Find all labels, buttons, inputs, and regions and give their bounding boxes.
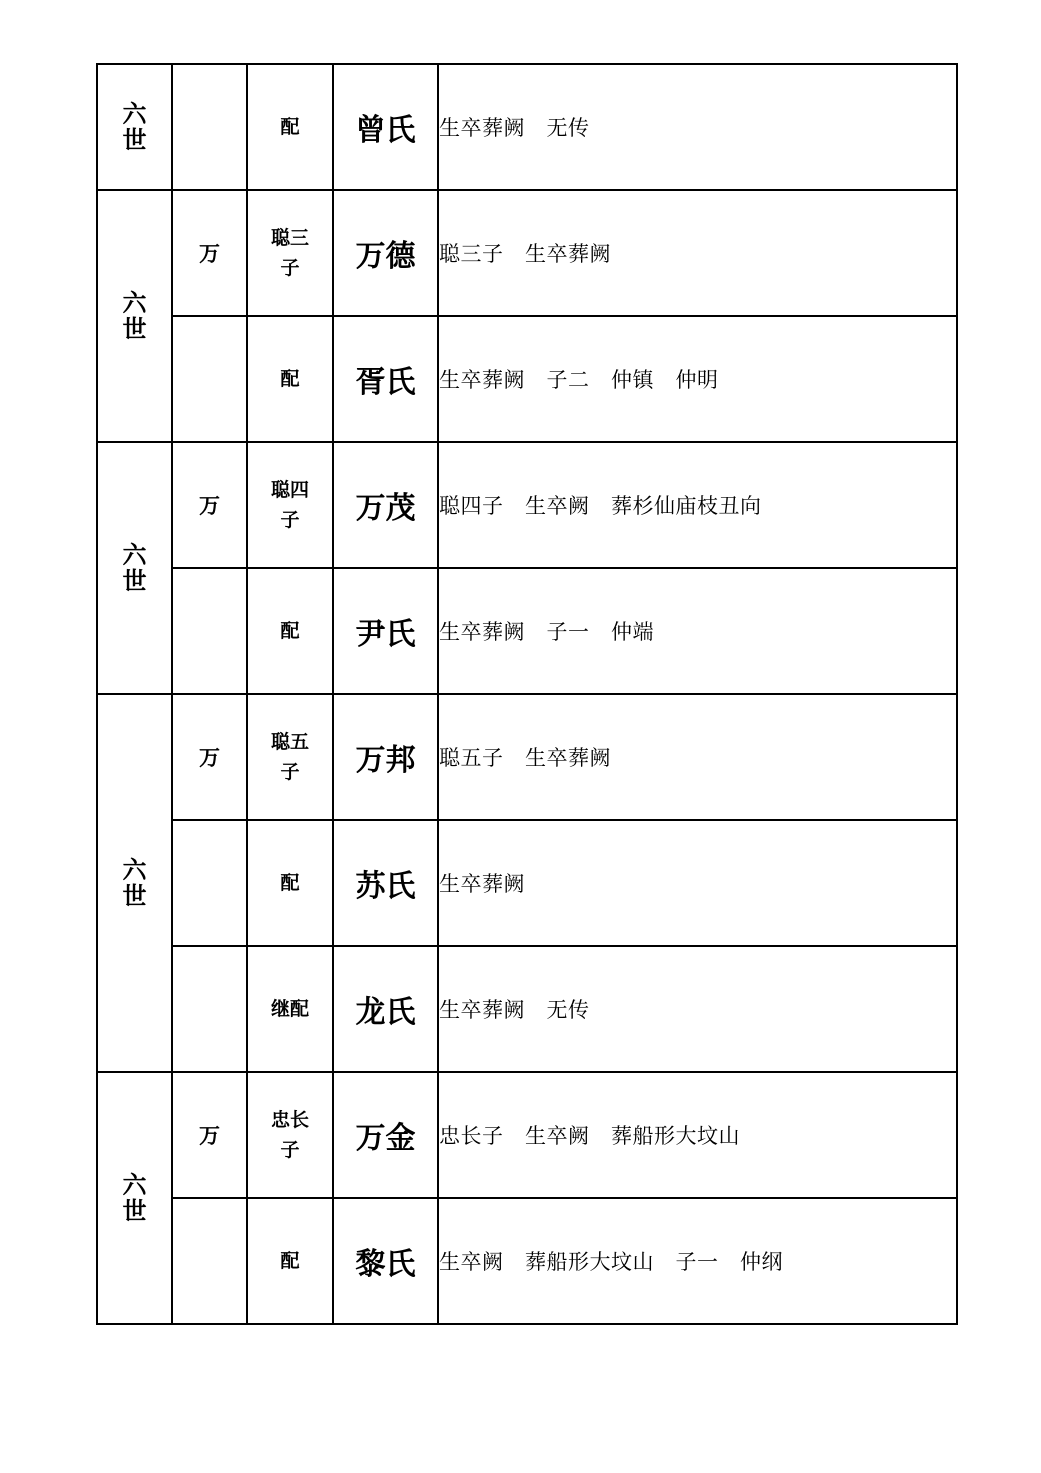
generation-name-cell [172, 946, 247, 1072]
generation-name-cell [172, 64, 247, 190]
table-row [97, 1198, 957, 1324]
generation-name-cell [172, 820, 247, 946]
table-row [97, 694, 957, 820]
notes-cell: 聪五子 生卒葬阙 [438, 694, 957, 820]
relation-cell [247, 820, 333, 946]
relation-cell [247, 1198, 333, 1324]
table-row [97, 946, 957, 1072]
generation-name-cell [172, 1198, 247, 1324]
notes-cell: 聪四子 生卒阙 葬杉仙庙枝丑向 [438, 442, 957, 568]
table-row [97, 316, 957, 442]
relation-label: 配 [280, 368, 300, 390]
relation-cell [247, 946, 333, 1072]
notes-cell: 生卒葬阙 无传 [438, 946, 957, 1072]
generation-name-cell: 万 [172, 694, 247, 820]
genealogy-table [96, 63, 958, 1325]
person-name: 万茂 [333, 442, 438, 568]
relation-label: 聪五子 [270, 731, 309, 783]
generation-cell [97, 442, 172, 694]
relation-cell [247, 442, 333, 568]
relation-cell [247, 568, 333, 694]
notes-cell: 生卒葬阙 子二 仲镇 仲明 [438, 316, 957, 442]
generation-cell [97, 64, 172, 190]
generation-label: 六世 [122, 288, 147, 343]
generation-name-cell: 万 [172, 442, 247, 568]
notes-cell: 忠长子 生卒阙 葬船形大坟山 [438, 1072, 957, 1198]
relation-label: 配 [280, 1250, 300, 1272]
generation-cell [97, 1072, 172, 1324]
relation-cell [247, 64, 333, 190]
person-name: 曾氏 [333, 64, 438, 190]
person-name: 万德 [333, 190, 438, 316]
generation-cell [97, 694, 172, 1072]
relation-label: 忠长子 [270, 1109, 309, 1161]
relation-cell [247, 316, 333, 442]
generation-label: 六世 [122, 540, 147, 595]
table-row [97, 568, 957, 694]
relation-label: 配 [280, 116, 300, 138]
relation-cell [247, 1072, 333, 1198]
notes-cell: 生卒葬阙 子一 仲端 [438, 568, 957, 694]
generation-label: 六世 [122, 99, 147, 154]
person-name: 尹氏 [333, 568, 438, 694]
relation-label: 聪三子 [270, 227, 309, 279]
generation-label: 六世 [122, 855, 147, 910]
relation-label: 继配 [270, 998, 309, 1020]
generation-name-cell: 万 [172, 190, 247, 316]
person-name: 黎氏 [333, 1198, 438, 1324]
generation-name-cell [172, 316, 247, 442]
relation-label: 配 [280, 620, 300, 642]
relation-label: 配 [280, 872, 300, 894]
notes-cell: 生卒葬阙 无传 [438, 64, 957, 190]
relation-cell [247, 190, 333, 316]
person-name: 龙氏 [333, 946, 438, 1072]
person-name: 苏氏 [333, 820, 438, 946]
generation-label: 六世 [122, 1170, 147, 1225]
table-row [97, 1072, 957, 1198]
relation-label: 聪四子 [270, 479, 309, 531]
relation-cell [247, 694, 333, 820]
generation-name-cell [172, 568, 247, 694]
table-row [97, 190, 957, 316]
notes-cell: 聪三子 生卒葬阙 [438, 190, 957, 316]
person-name: 万邦 [333, 694, 438, 820]
notes-cell: 生卒葬阙 [438, 820, 957, 946]
table-row [97, 442, 957, 568]
table-row [97, 64, 957, 190]
generation-cell [97, 190, 172, 442]
person-name: 胥氏 [333, 316, 438, 442]
table-row [97, 820, 957, 946]
person-name: 万金 [333, 1072, 438, 1198]
generation-name-cell: 万 [172, 1072, 247, 1198]
notes-cell: 生卒阙 葬船形大坟山 子一 仲纲 [438, 1198, 957, 1324]
